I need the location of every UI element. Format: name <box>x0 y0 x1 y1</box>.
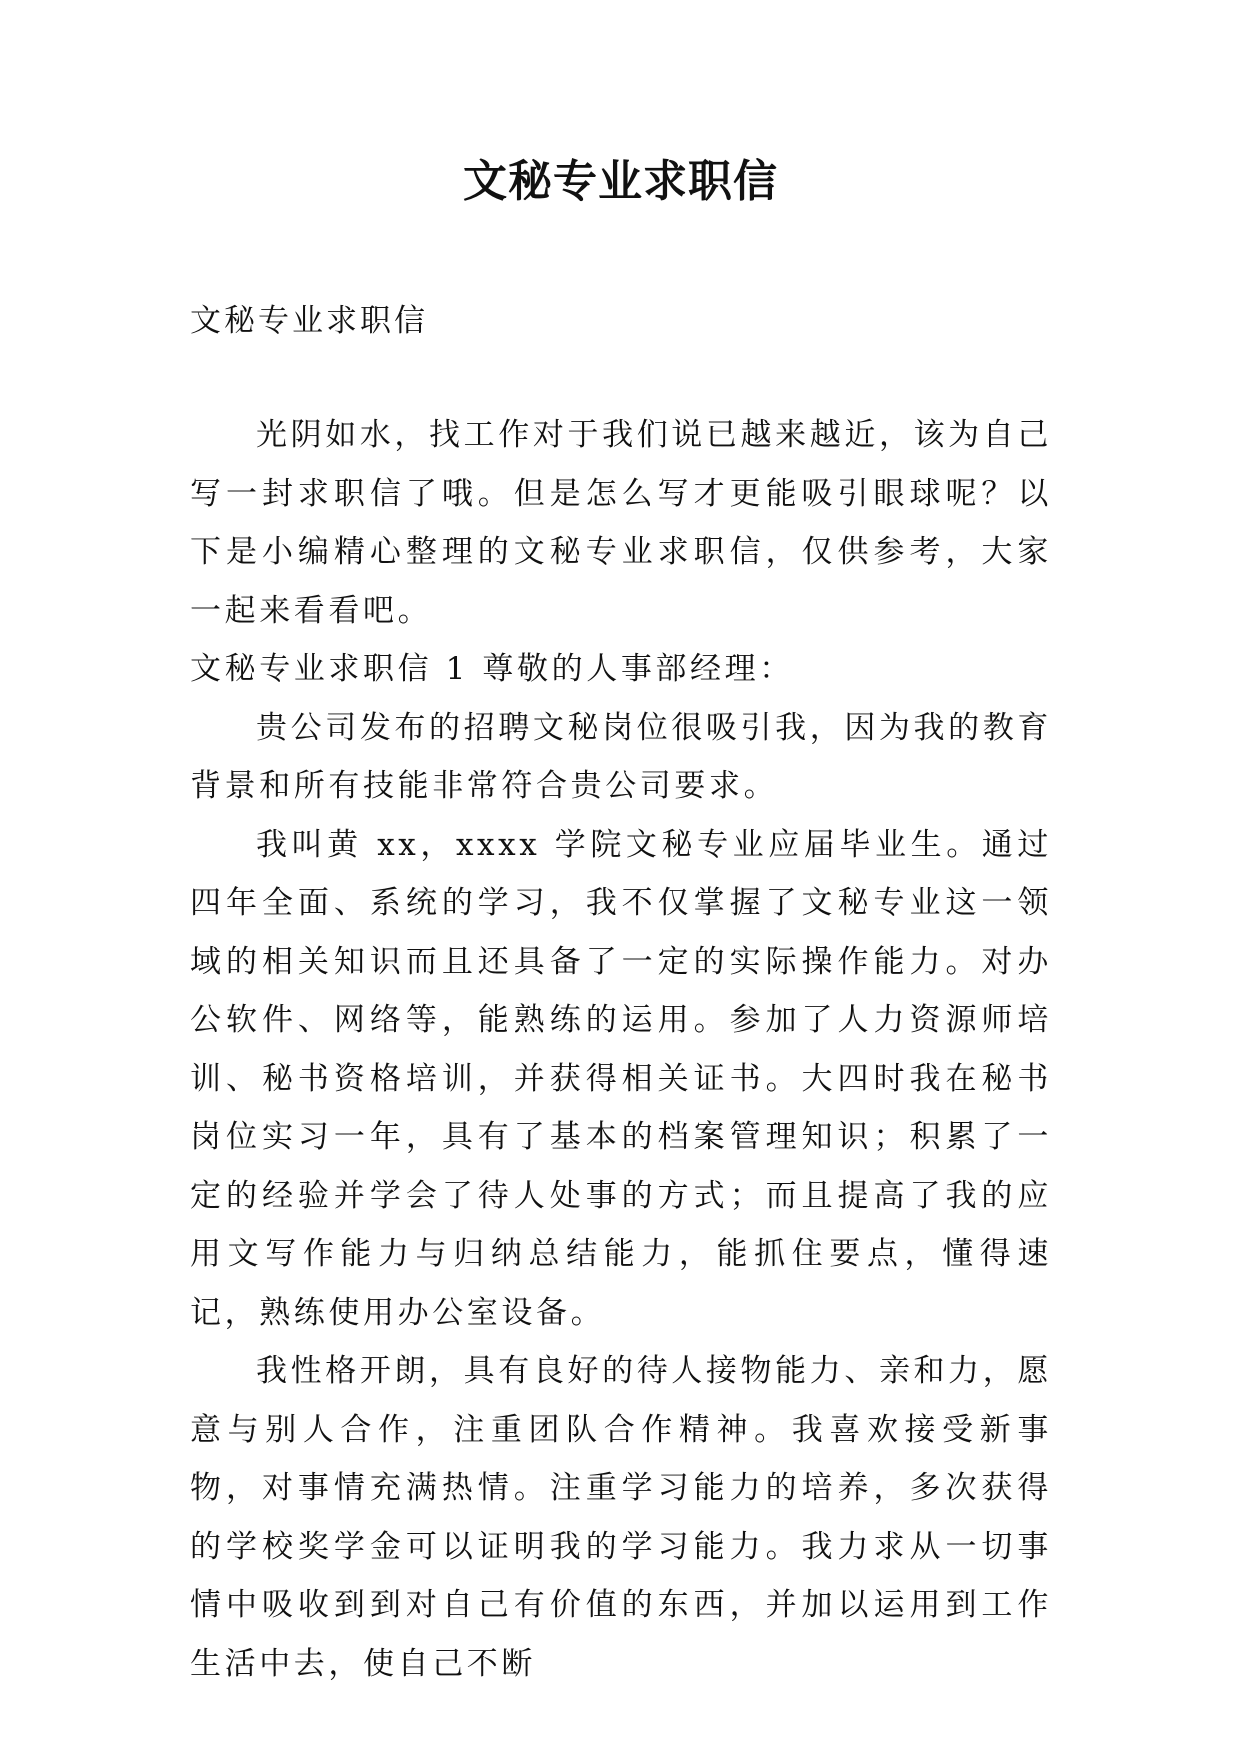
document-body <box>190 406 1052 1693</box>
paragraph-background: 我叫黄 xx，xxxx 学院文秘专业应届毕业生。通过四年全面、系统的学习，我不仅掌握了文秘专业这一领域的相关知识而且还具备了一定的实际操作能力。对办公软件、网络等，能熟练的运用。参加了人力资源师培训、秘书资格培训，并获得相关证书。大四时我在秘书岗位实习一年，具有了基本的档案管理知识；积累了一定的经验并学会了待人处事的方式；而且提高了我的应用文写作能力与归纳总结能力，能抓住要点，懂得速记，熟练使用办公室设备。 <box>190 826 1052 1331</box>
paragraph-salutation: 文秘专业求职信 1 尊敬的人事部经理： <box>190 651 794 687</box>
document-subtitle: 文秘专业求职信 <box>190 303 428 339</box>
paragraph-position: 贵公司发布的招聘文秘岗位很吸引我，因为我的教育背景和所有技能非常符合贵公司要求。 <box>190 709 1052 804</box>
paragraph-intro: 光阴如水，找工作对于我们说已越来越近，该为自己写一封求职信了哦。但是怎么写才更能吸引眼球呢？以下是小编精心整理的文秘专业求职信，仅供参考，大家一起来看看吧。 <box>190 417 1052 629</box>
paragraph-personality: 我性格开朗，具有良好的待人接物能力、亲和力，愿意与别人合作，注重团队合作精神。我喜欢接受新事物，对事情充满热情。注重学习能力的培养，多次获得的学校奖学金可以证明我的学习能力。我力求从一切事情中吸收到到对自己有价值的东西，并加以运用到工作生活中去，使自己不断 <box>190 1353 1052 1682</box>
document-title: 文秘专业求职信 <box>463 156 778 207</box>
